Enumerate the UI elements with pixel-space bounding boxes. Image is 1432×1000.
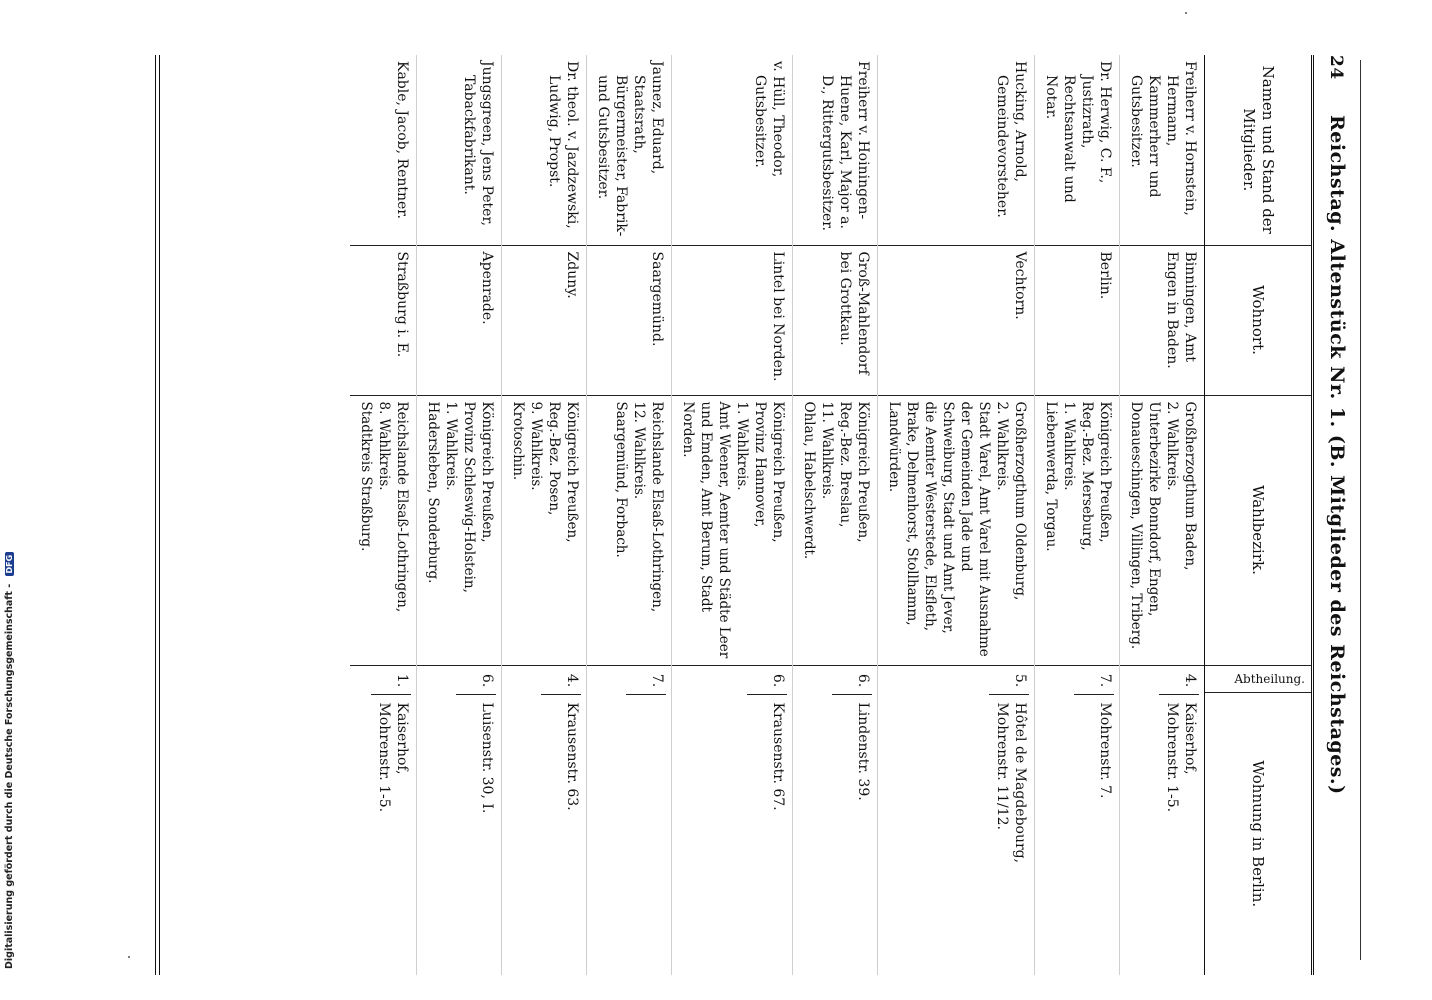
member-district: Königreich Preußen, Reg.-Bez. Posen, 9. Wahlkreis. Krotoschin.	[502, 395, 587, 665]
member-department: 7.	[1074, 670, 1114, 695]
members-table	[350, 55, 1314, 975]
member-berlin	[1120, 665, 1205, 975]
column-header-name: Namen und Stand der Mitglieder.	[1205, 55, 1313, 245]
member-residence: Binningen, Amt Engen in Baden.	[1120, 245, 1205, 395]
member-berlin-address	[626, 695, 666, 972]
member-name: v. Hüll, Theodor, Gutsbesitzer.	[672, 55, 793, 245]
member-district: Großherzogthum Baden, 2. Wahlkreis. Unterbezirke Bonndorf, Engen, Donaueschingen, Villingen, Triberg.	[1120, 395, 1205, 665]
page-edge-rule	[1360, 60, 1364, 960]
table-row	[587, 55, 672, 975]
member-berlin	[793, 665, 878, 975]
member-berlin	[350, 665, 417, 975]
member-berlin-address: Krausenstr. 63.	[564, 702, 580, 811]
member-berlin-address: Kaiserhof, Mohrenstr. 1-5.	[376, 702, 410, 813]
column-header-district: Wahlbezirk.	[1205, 395, 1313, 665]
member-district: Königreich Preußen, Reg.-Bez. Merseburg, 1. Wahlkreis. Liebenwerda, Torgau.	[1035, 395, 1120, 665]
member-name: Hucking, Arnold, Gemeindevorsteher.	[878, 55, 1035, 245]
member-district: Königreich Preußen, Provinz Hannover, 1. Wahlkreis. Amt Weener, Aemter und Städte Leer und Emden, Amt Berum, Stadt Norden.	[672, 395, 793, 665]
dfg-logo: DFG	[5, 552, 14, 577]
member-residence: Straßburg i. E.	[350, 245, 417, 395]
table-row	[672, 55, 793, 975]
page-header	[1314, 55, 1350, 975]
member-residence: Berlin.	[1035, 245, 1120, 395]
member-department: 6.	[456, 670, 496, 695]
digitization-note-text: Digitalisierung gefördert durch die Deutsche Forschungsgemeinschaft -	[4, 583, 15, 969]
member-berlin	[878, 665, 1035, 975]
member-residence: Apenrade.	[417, 245, 502, 395]
table-row	[417, 55, 502, 975]
member-residence: Groß-Mahlendorf bei Grottkau.	[793, 245, 878, 395]
table-row	[793, 55, 878, 975]
member-name: Jungsgreen, Jens Peter, Tabackfabrikant.	[417, 55, 502, 245]
member-department: 1.	[371, 670, 411, 695]
bottom-rule	[155, 55, 160, 975]
page-title: Reichstag. Altenstück Nr. 1. (B. Mitglieder des Reichstages.)	[1326, 115, 1348, 795]
member-district: Reichslande Elsaß-Lothringen, 12. Wahlkreis. Saargemünd, Forbach.	[587, 395, 672, 665]
member-name: Dr. Herwig, C. F., Justizrath, Rechtsanwalt und Notar.	[1035, 55, 1120, 245]
member-district: Großherzogthum Oldenburg, 2. Wahlkreis. Stadt Varel, Amt Varel mit Ausnahme der Gemeinden Jade und Schweiburg, Stadt und Amt Jever, die Aemter Westerstede, Elsfleth, Brake, Delmenhorst, Stollhamm, Landwürden.	[878, 395, 1035, 665]
member-berlin	[417, 665, 502, 975]
scanned-page	[130, 55, 1350, 975]
member-residence: Saargemünd.	[587, 245, 672, 395]
column-header-residence: Wohnort.	[1205, 245, 1313, 395]
member-residence: Zduny.	[502, 245, 587, 395]
member-berlin-address: Mohrenstr. 7.	[1097, 702, 1113, 799]
column-header-berlin	[1205, 665, 1313, 975]
member-district: Königreich Preußen, Provinz Schleswig-Holstein, 1. Wahlkreis. Hadersleben, Sonderburg.	[417, 395, 502, 665]
table-row	[1035, 55, 1120, 975]
table-row	[350, 55, 417, 975]
table-row	[502, 55, 587, 975]
member-name: Dr. theol. v. Jazdzewski, Ludwig, Propst.	[502, 55, 587, 245]
member-berlin-address: Hôtel de Magdebourg, Mohrenstr. 11/12.	[994, 702, 1028, 864]
page-number: 24	[1326, 55, 1346, 80]
member-department: 4.	[541, 670, 581, 695]
table-row	[1120, 55, 1205, 975]
table-row	[878, 55, 1035, 975]
member-department: 4.	[1159, 670, 1199, 695]
member-berlin-address: Luisenstr. 30, I.	[479, 702, 495, 814]
member-department: 6.	[832, 670, 872, 695]
member-berlin	[587, 665, 672, 975]
member-residence: Lintel bei Norden.	[672, 245, 793, 395]
digitization-note	[0, 0, 24, 1000]
member-department: 6.	[747, 670, 787, 695]
member-department: 7.	[626, 670, 666, 695]
member-name: Freiherr v. Hoiningen-Huene, Karl, Major a. D., Rittergutsbesitzer.	[793, 55, 878, 245]
member-berlin	[672, 665, 793, 975]
member-berlin-address: Lindenstr. 39.	[855, 702, 871, 801]
member-berlin-address: Kaiserhof, Mohrenstr. 1-5.	[1164, 702, 1198, 813]
member-residence: Vechtorn.	[878, 245, 1035, 395]
member-berlin	[1035, 665, 1120, 975]
table-header-row	[1205, 55, 1313, 975]
member-name: Kable, Jacob, Rentner.	[350, 55, 417, 245]
member-department: 5.	[989, 670, 1029, 695]
scan-speck	[1185, 12, 1187, 14]
member-berlin-address: Krausenstr. 67.	[770, 702, 786, 811]
member-berlin	[502, 665, 587, 975]
column-header-department: Abtheilung.	[1234, 671, 1305, 686]
column-header-address: Wohnung in Berlin.	[1249, 760, 1268, 908]
member-name: Jaunez, Eduard, Staatsrath, Bürgermeister, Fabrik- und Gutsbesitzer.	[587, 55, 672, 245]
rotated-page	[130, 55, 1350, 975]
member-district: Königreich Preußen, Reg.-Bez. Breslau, 11. Wahlkreis. Ohlau, Habelschwerdt.	[793, 395, 878, 665]
member-name: Freiherr v. Hornstein, Hermann, Kammerherr und Gutsbesitzer.	[1120, 55, 1205, 245]
member-district: Reichslande Elsaß-Lothringen, 8. Wahlkreis. Stadtkreis Straßburg.	[350, 395, 417, 665]
